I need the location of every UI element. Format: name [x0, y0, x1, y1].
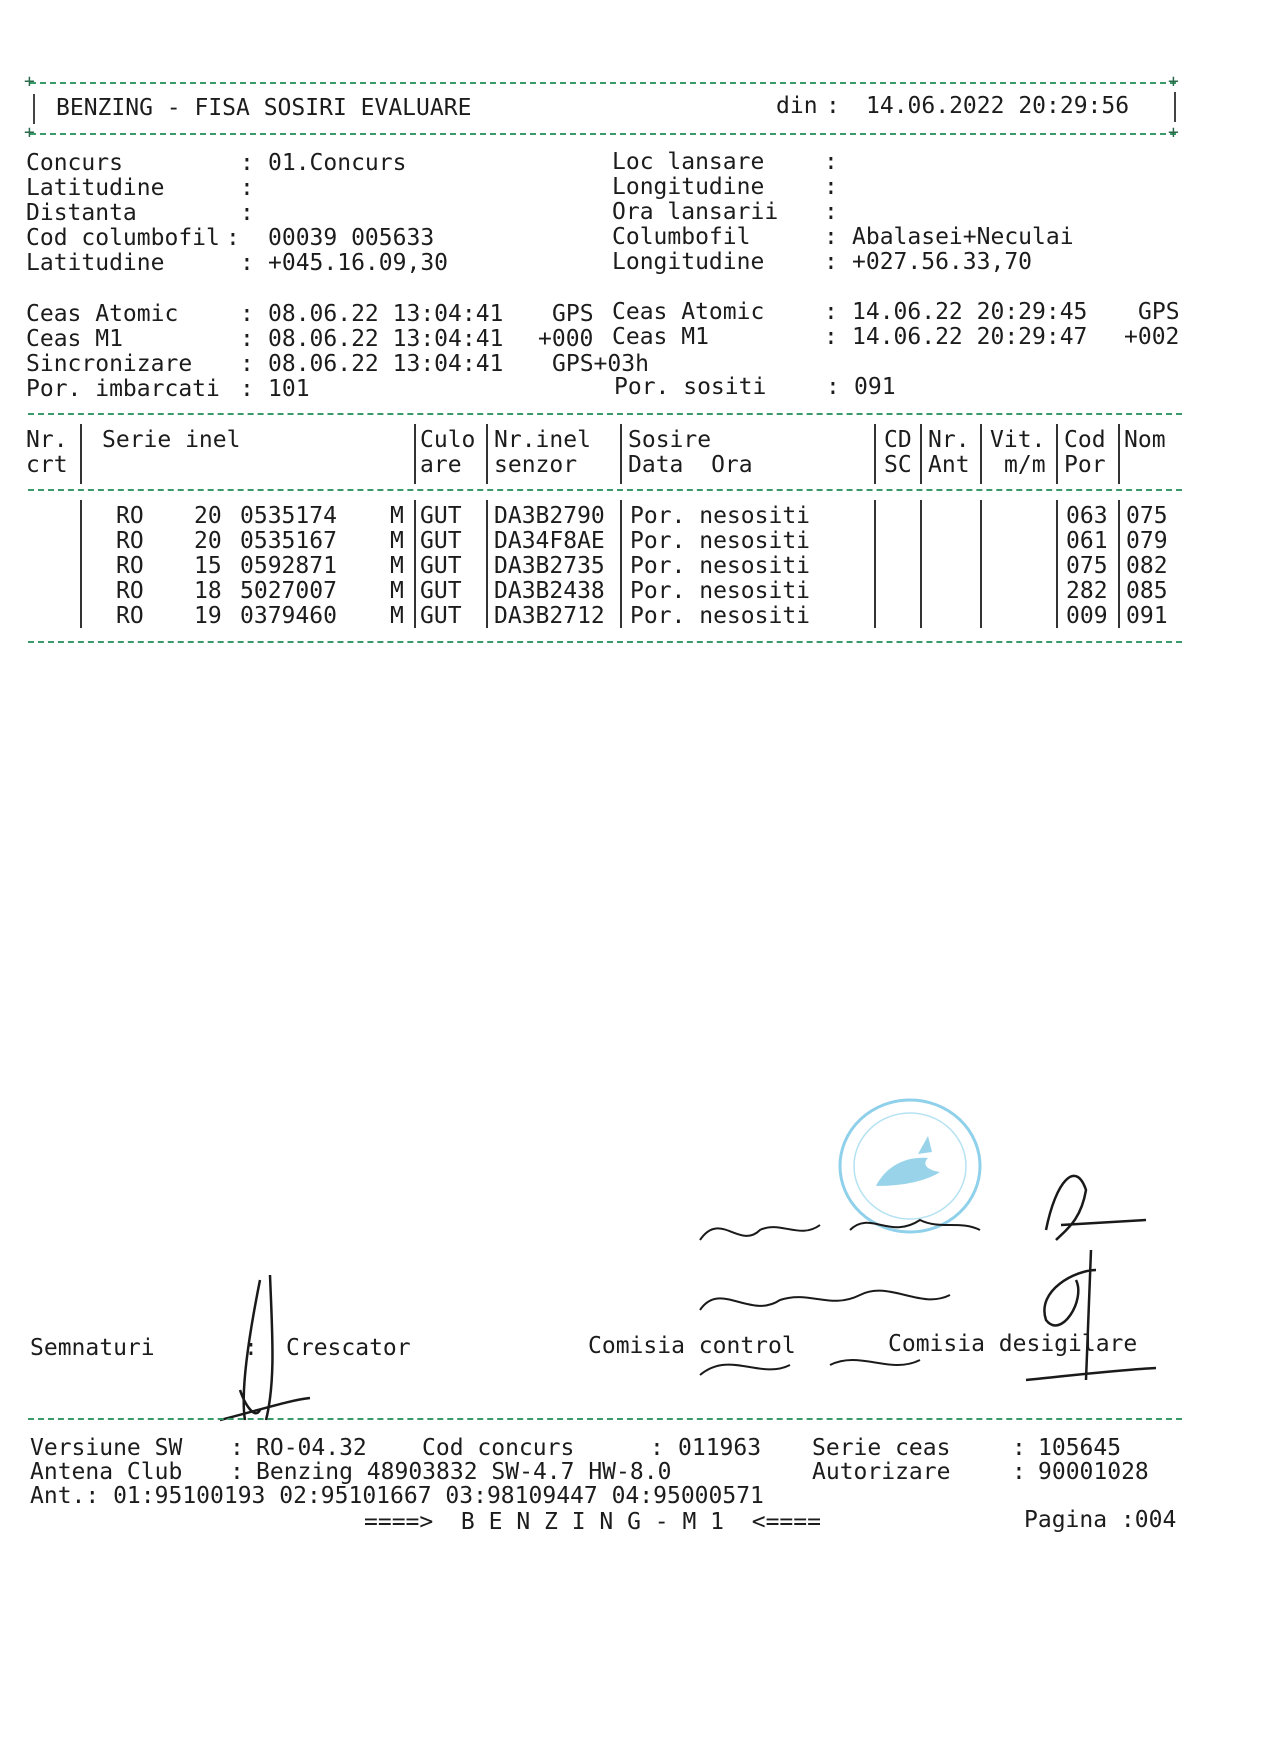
antena-label: Antena Club [30, 1459, 183, 1485]
col-data-ora: Data Ora [628, 452, 753, 478]
col-nr-ant: Nr. [928, 427, 970, 453]
suffix-ceas-m1-start: +000 [538, 326, 594, 352]
date-colon: : [826, 93, 840, 119]
suffix-ceas-atomic-start: GPS [552, 301, 594, 327]
antenna-list: Ant.: 01:95100193 02:95101667 03:98109447 04:95000571 [30, 1483, 764, 1509]
col-vit: Vit. [990, 427, 1046, 453]
suffix-sincronizare: GPS+03h [552, 351, 649, 377]
comisia-control-label: Comisia control [588, 1333, 796, 1359]
label-por-sositi: Por. sositi [614, 374, 767, 400]
col-are: are [420, 452, 462, 478]
col-por: Por [1064, 452, 1106, 478]
value-por-imbarcati: 101 [268, 376, 310, 402]
value-cod-columbofil: 00039 005633 [268, 225, 435, 251]
col-nom: Nom [1124, 427, 1166, 453]
value-ceas-m1-start: 08.06.22 13:04:41 [268, 326, 504, 352]
col-senzor: senzor [494, 452, 578, 478]
semnaturi-label: Semnaturi [30, 1335, 155, 1361]
value-ceas-atomic-end: 14.06.22 20:29:45 [852, 299, 1088, 325]
comisia-desigilare-label: Comisia desigilare [888, 1331, 1138, 1357]
label-cod-columbofil: Cod columbofil [26, 225, 220, 251]
value-por-sositi: 091 [854, 374, 896, 400]
label-por-imbarcati: Por. imbarcati [26, 376, 220, 402]
table-header-border [28, 489, 1182, 491]
value-ceas-atomic-start: 08.06.22 13:04:41 [268, 301, 504, 327]
label-concurs: Concurs [26, 150, 123, 176]
serie-ceas-value: 105645 [1038, 1435, 1122, 1461]
col-nr-inel: Nr.inel [494, 427, 591, 453]
value-columbofil: Abalasei+Neculai [852, 224, 1074, 250]
versiune-label: Versiune SW [30, 1435, 183, 1461]
value-concurs: 01.Concurs [268, 150, 407, 176]
suffix-ceas-m1-end: +002 [1124, 324, 1180, 350]
cod-concurs-value: 011963 [678, 1435, 762, 1461]
autorizare-value: 90001028 [1038, 1459, 1149, 1485]
label-ceas-m1-end: Ceas M1 [612, 324, 709, 350]
col-cd: CD [884, 427, 912, 453]
col-culo: Culo [420, 427, 476, 453]
header-bottom-border [30, 133, 1176, 135]
col-sosire: Sosire [628, 427, 712, 453]
header-right-bar [1174, 92, 1176, 122]
benzing-banner: ====> B E N Z I N G - M 1 <==== [364, 1509, 821, 1535]
label-ceas-atomic-end: Ceas Atomic [612, 299, 765, 325]
col-ant: Ant [928, 452, 970, 478]
comisia-control-signature [690, 1200, 990, 1400]
evaluation-sheet: + + + + BENZING - FISA SOSIRI EVALUARE din : 14.06.2022 20:29:56 Concurs : 01.Concurs Latitudine : Distanta : Cod columbofil : 00039 005633 Latitudine : +045.16.09,30 Loc lansare : Longitudine : Ora lansarii : Columbofil : Abalasei+Neculai Longitudine : +027.56.33,70 Ceas Atomic : 08.06.22 13:04:41 GPS Ceas M1 : 08.06.22 13:04:41 +000 Sincronizare : 08.06.22 13:04:41 GPS+03h Por. imbarcati : 101 Ceas Atomic : 14.06.22 20:29:45 GPS Ceas M1 : 14.06.22 20:29:47 +002 Por. sositi : 091 Nr. crt Serie inel Culo are Nr.inel senzor Sosire Data Ora CD SC Nr. Ant Vit. m/m Cod Por Nom RO 20 0535174 M GUT DA3B2790 Por. nesositi 063 075 RO 20 0535167 M GUT DA34F8AE Por. nesositi 061 079 RO 15 0592871 M GUT DA3B2735 Por. nesositi 075 082 RO 18 5027007 M GUT DA3B2438 Por. nesositi 282 085 RO 19 0379460 M GUT DA3B2712 Por. nesositi 009 091 Semnaturi : Crescator Comisia control Comisia desigilare Versiune SW : RO-04.32 Cod concurs : 011963 Serie ceas : 105645 Antena Club : Benzing 48903832 SW-4.7 HW-8.0 Autorizare : 90001028 Ant.: 01:95100193 02:95101667 03:98109447 04:95000571 ====> B E N Z I N G - M 1 <==== Pagina :004 [0, 0, 1276, 1754]
value-sincronizare: 08.06.22 13:04:41 [268, 351, 504, 377]
value-latitudine-2: +045.16.09,30 [268, 250, 449, 276]
page-number: Pagina :004 [1024, 1507, 1177, 1533]
col-sc: SC [884, 452, 912, 478]
date-value: 14.06.2022 20:29:56 [866, 93, 1130, 119]
value-ceas-m1-end: 14.06.22 20:29:47 [852, 324, 1088, 350]
label-latitudine-2: Latitudine [26, 250, 165, 276]
label-loc-lansare: Loc lansare [612, 149, 765, 175]
header-left-bar [33, 94, 35, 124]
label-ceas-atomic-start: Ceas Atomic [26, 301, 179, 327]
col-serie-inel: Serie inel [102, 427, 241, 453]
label-longitudine-1: Longitudine [612, 174, 765, 200]
col-crt: crt [26, 452, 68, 478]
footer-border [28, 1418, 1182, 1420]
table-top-border [28, 413, 1182, 415]
antena-value: Benzing 48903832 SW-4.7 HW-8.0 [256, 1459, 672, 1485]
date-label: din [776, 93, 818, 119]
cod-concurs-label: Cod concurs [422, 1435, 575, 1461]
autorizare-label: Autorizare [812, 1459, 951, 1485]
semnaturi-colon: : [244, 1335, 258, 1361]
versiune-value: RO-04.32 [256, 1435, 367, 1461]
label-longitudine-2: Longitudine [612, 249, 765, 275]
serie-ceas-label: Serie ceas [812, 1435, 951, 1461]
comisia-desigilare-signature [1016, 1150, 1166, 1400]
label-sincronizare: Sincronizare [26, 351, 193, 377]
label-ora-lansarii: Ora lansarii [612, 199, 779, 225]
header-top-border [30, 82, 1176, 84]
label-columbofil: Columbofil [612, 224, 751, 250]
page-title: BENZING - FISA SOSIRI EVALUARE [56, 95, 472, 121]
label-distanta: Distanta [26, 200, 137, 226]
crescator-label: Crescator [286, 1335, 411, 1361]
suffix-ceas-atomic-end: GPS [1138, 299, 1180, 325]
label-latitudine-1: Latitudine [26, 175, 165, 201]
col-nr: Nr. [26, 427, 68, 453]
value-longitudine-2: +027.56.33,70 [852, 249, 1033, 275]
label-ceas-m1-start: Ceas M1 [26, 326, 123, 352]
col-cod: Cod [1064, 427, 1106, 453]
col-mm: m/m [1004, 452, 1046, 478]
table-bottom-border [28, 641, 1182, 643]
